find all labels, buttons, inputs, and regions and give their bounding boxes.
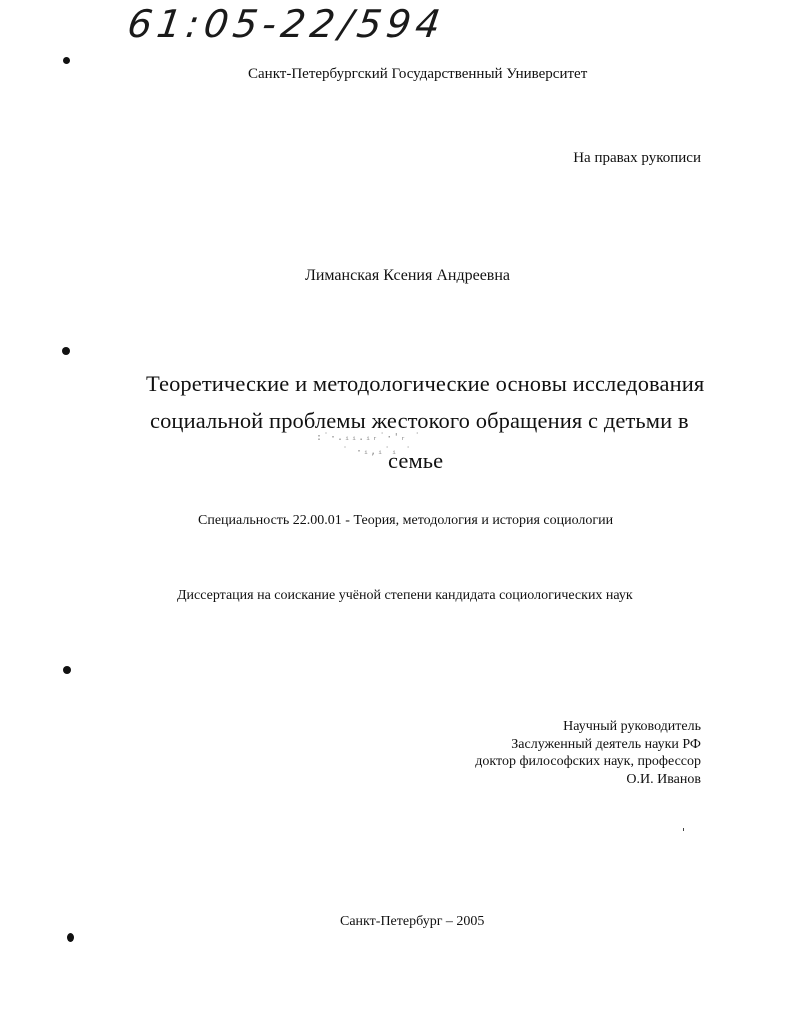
supervisor-degree: доктор философских наук, профессор [475, 754, 701, 769]
dissertation-title-line-2: социальной проблемы жестокого обращения с детьми в [150, 408, 689, 433]
binding-hole-mark [63, 57, 70, 64]
faded-stamp-mark: ˙ ·ᵢ,ᵢ˙ᵢ ˙ [342, 446, 413, 457]
supervisor-block [475, 718, 701, 788]
binding-hole-mark [67, 933, 74, 942]
dissertation-title-line-1: Теоретические и методологические основы исследования [146, 371, 705, 396]
scan-speck [683, 828, 684, 831]
speciality-line: Специальность 22.00.01 - Теория, методология и история социологии [198, 513, 614, 528]
binding-hole-mark [62, 347, 70, 355]
rights-notice: На правах рукописи [573, 150, 701, 166]
supervisor-role: Научный руководитель [563, 719, 701, 734]
university-name: Санкт-Петербургский Государственный Университет [248, 66, 588, 82]
author-name: Лиманская Ксения Андреевна [305, 267, 511, 284]
dissertation-statement: Диссертация на соискание учёной степени кандидата социологических наук [177, 588, 633, 603]
handwritten-catalog-number: 61:05-22/594 [124, 2, 449, 46]
dissertation-title-line-3: семье [388, 448, 444, 473]
faded-stamp-mark: :˙·.ᵢᵢ.ᵢᵣ˙·'ᵣ ˙ [316, 432, 422, 443]
city-year: Санкт-Петербург – 2005 [340, 914, 485, 929]
binding-hole-mark [63, 666, 71, 674]
supervisor-name: О.И. Иванов [626, 771, 701, 787]
supervisor-honor: Заслуженный деятель науки РФ [511, 736, 701, 752]
